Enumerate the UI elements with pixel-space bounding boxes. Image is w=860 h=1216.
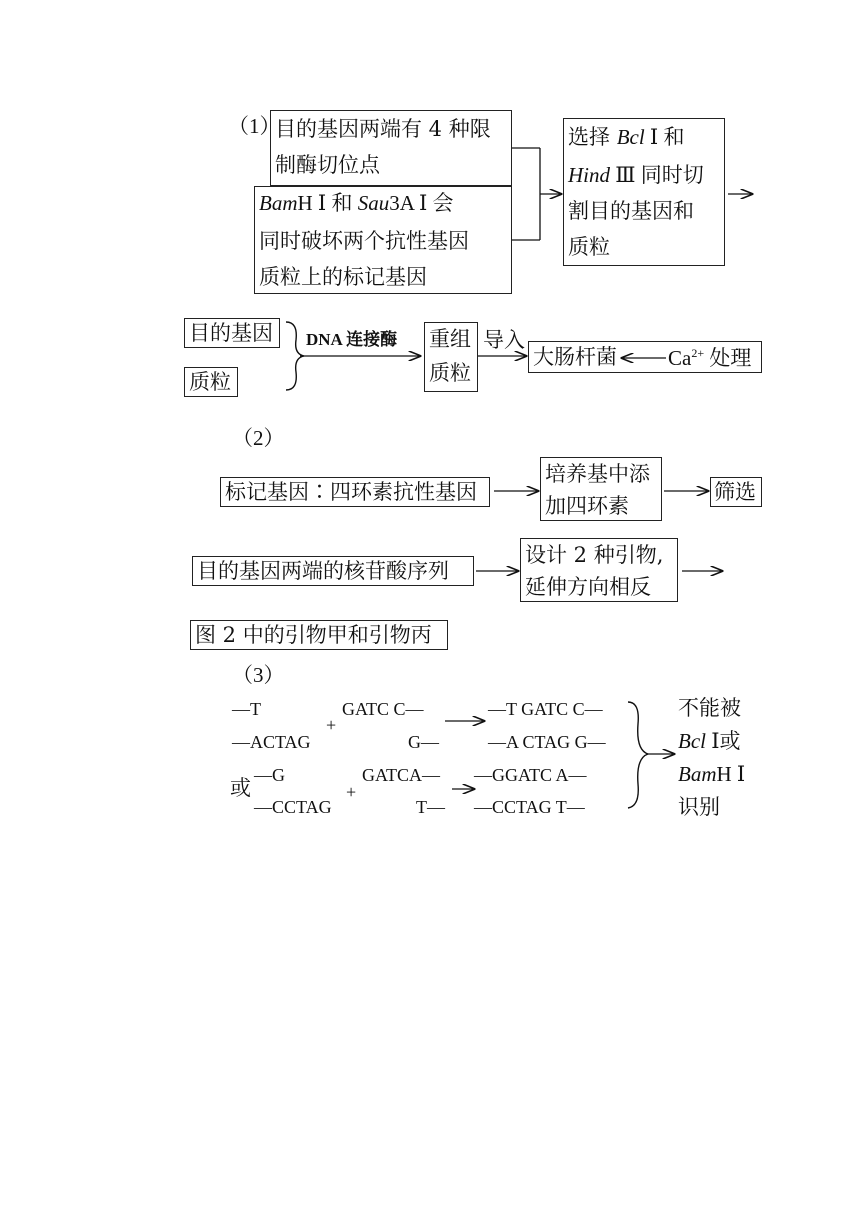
seq-r4-right: —CCTAG T— [474, 797, 585, 817]
marker-gene-destroyed-box [254, 186, 512, 294]
box-b-line1 [259, 193, 454, 214]
plasmid-box [184, 367, 238, 397]
hind-post-text: Ⅲ 同时切 [610, 163, 704, 187]
seq-r2-left: —ACTAG [232, 732, 311, 752]
seq-r2-right: —A CTAG G— [488, 732, 606, 752]
recombinant-l2: 质粒 [429, 361, 471, 385]
treat-text: 处理 [704, 346, 752, 370]
primer-l2: 延伸方向相反 [525, 575, 651, 599]
target-gene-box [184, 318, 280, 348]
box-c-line4: 质粒 [568, 235, 610, 259]
sequence-text: 目的基因两端的核苷酸序列 [197, 559, 449, 583]
seq-r4-mid: T— [416, 797, 445, 817]
screening-box [710, 477, 762, 507]
curly-brace-right [628, 702, 648, 808]
bam-h-text: H Ⅰ 和 [297, 191, 358, 215]
medium-l2: 加四环素 [545, 494, 629, 518]
result-l1: 不能被 [678, 696, 741, 720]
seq-r1-right: —T GATC C— [488, 699, 603, 719]
ca-treatment [668, 347, 751, 369]
primer-design-box [520, 538, 678, 602]
ligase-label: DNA 连接酶 [306, 330, 398, 349]
restriction-sites-box [270, 110, 512, 186]
merge-connector [512, 148, 561, 240]
result-l2 [678, 731, 741, 752]
box-a-line2: 制酶切位点 [275, 153, 380, 177]
section2-label: （2） [232, 426, 285, 450]
figure-primers-text: 图 2 中的引物甲和引物丙 [195, 623, 432, 647]
result-bcl-text: Bcl [678, 729, 706, 753]
seq-r2-mid: G— [408, 732, 439, 752]
plus-sign-1: + [326, 715, 337, 735]
hind-text: Hind [568, 163, 610, 187]
box-c-line3: 割目的基因和 [568, 199, 694, 223]
bcl-text: Bcl [616, 125, 645, 149]
recombinant-plasmid-box [424, 322, 478, 392]
bam-text: Bam [259, 191, 298, 215]
seq-r3-mid: GATCA— [362, 765, 441, 785]
seq-r3-right: —GGATC A— [474, 765, 587, 785]
marker-gene-text: 标记基因∶四环素抗性基因 [225, 480, 477, 504]
plus-sign-2: + [346, 782, 357, 802]
box-a-line1: 目的基因两端有 4 种限 [275, 117, 491, 141]
import-label: 导入 [483, 328, 525, 352]
result-l3 [678, 764, 745, 785]
sequence-box [192, 556, 474, 586]
ca-text: Ca [668, 346, 692, 370]
sau-text: Sau [357, 191, 390, 215]
ca-superscript: 2+ [691, 346, 705, 360]
seq-r1-mid: GATC C— [342, 699, 424, 719]
medium-l1: 培养基中添 [545, 462, 650, 486]
box-c-line2 [568, 165, 704, 186]
choose-text: 选择 [568, 125, 617, 149]
seq-r1-left: —T [232, 699, 261, 719]
result-bam-text: Bam [678, 762, 717, 786]
bcl-post-text: Ⅰ 和 [644, 125, 685, 149]
section1-label: （1） [228, 114, 281, 138]
result-bcl-post: Ⅰ或 [705, 729, 741, 753]
recombinant-l1: 重组 [429, 327, 471, 351]
or-label: 或 [230, 776, 251, 800]
medium-box [540, 457, 662, 521]
result-bam-post: H Ⅰ [716, 762, 746, 786]
target-gene-text: 目的基因 [189, 321, 273, 345]
ecoli-text: 大肠杆菌 [533, 345, 617, 369]
ecoli-box [528, 341, 762, 373]
seq-r3-left: —G [254, 765, 285, 785]
primer-l1: 设计 2 种引物, [525, 543, 664, 567]
sau-rest-text: 3A Ⅰ 会 [389, 191, 454, 215]
figure-primers-box [190, 620, 448, 650]
section3-label: （3） [232, 663, 285, 687]
box-b-line3: 质粒上的标记基因 [259, 265, 427, 289]
enzyme-choice-box [563, 118, 725, 266]
box-c-line1 [568, 127, 684, 148]
screening-text: 筛选 [714, 480, 756, 504]
seq-r4-left: —CCTAG [254, 797, 332, 817]
result-l4: 识别 [678, 795, 720, 819]
plasmid-text: 质粒 [189, 370, 231, 394]
box-b-line2: 同时破坏两个抗性基因 [259, 229, 469, 253]
marker-gene-box [220, 477, 490, 507]
